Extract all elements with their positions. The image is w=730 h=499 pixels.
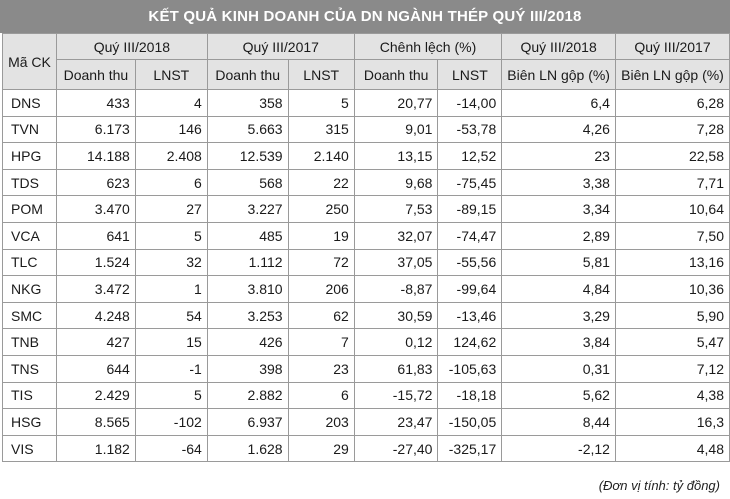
table-cell: 398: [207, 355, 288, 382]
table-cell: 6.937: [207, 409, 288, 436]
table-cell: 19: [288, 222, 354, 249]
table-cell: 6.173: [56, 116, 135, 143]
table-row: [3, 435, 730, 462]
table-cell: 4,84: [502, 276, 616, 303]
subheader-gross-margin-2017: Biên LN gộp (%): [615, 60, 729, 90]
table-cell: 3.810: [207, 276, 288, 303]
stock-code-cell: NKG: [3, 276, 57, 303]
table-row: [3, 116, 730, 143]
table-cell: 2.882: [207, 382, 288, 409]
table-cell: 5: [135, 222, 207, 249]
subheader-profit-2017: LNST: [288, 60, 354, 90]
table-cell: 6,4: [502, 90, 616, 117]
table-row: [3, 355, 730, 382]
table-cell: -89,15: [438, 196, 502, 223]
table-cell: 4,38: [615, 382, 729, 409]
table-cell: 1.112: [207, 249, 288, 276]
header-margin-2018: Quý III/2018: [502, 34, 616, 60]
table-cell: 22,58: [615, 143, 729, 170]
stock-code-cell: POM: [3, 196, 57, 223]
header-change: Chênh lệch (%): [354, 34, 501, 60]
header-q3-2017: Quý III/2017: [207, 34, 354, 60]
stock-code-cell: VCA: [3, 222, 57, 249]
table-cell: 32,07: [354, 222, 438, 249]
table-cell: 3,38: [502, 169, 616, 196]
subheader-revenue-change: Doanh thu: [354, 60, 438, 90]
table-cell: 4,48: [615, 435, 729, 462]
table-cell: -325,17: [438, 435, 502, 462]
table-row: [3, 169, 730, 196]
stock-code-cell: DNS: [3, 90, 57, 117]
table-cell: 7,71: [615, 169, 729, 196]
table-cell: 30,59: [354, 302, 438, 329]
table-cell: 13,16: [615, 249, 729, 276]
table-cell: 5: [135, 382, 207, 409]
subheader-profit-change: LNST: [438, 60, 502, 90]
stock-code-cell: VIS: [3, 435, 57, 462]
stock-code-cell: HSG: [3, 409, 57, 436]
table-cell: 146: [135, 116, 207, 143]
table-cell: 7,28: [615, 116, 729, 143]
table-cell: 72: [288, 249, 354, 276]
table-cell: 124,62: [438, 329, 502, 356]
table-cell: -150,05: [438, 409, 502, 436]
table-cell: 358: [207, 90, 288, 117]
table-row: [3, 276, 730, 303]
table-cell: 250: [288, 196, 354, 223]
table-cell: 3,34: [502, 196, 616, 223]
table-cell: 203: [288, 409, 354, 436]
table-row: [3, 196, 730, 223]
table-cell: 23: [288, 355, 354, 382]
header-code: Mã CK: [3, 34, 57, 90]
table-cell: 23,47: [354, 409, 438, 436]
table-cell: -15,72: [354, 382, 438, 409]
subheader-profit-2018: LNST: [135, 60, 207, 90]
table-cell: 23: [502, 143, 616, 170]
table-cell: 1.524: [56, 249, 135, 276]
table-cell: 206: [288, 276, 354, 303]
table-cell: 1.628: [207, 435, 288, 462]
subheader-revenue-2018: Doanh thu: [56, 60, 135, 90]
table-cell: -14,00: [438, 90, 502, 117]
table-cell: 10,36: [615, 276, 729, 303]
stock-code-cell: HPG: [3, 143, 57, 170]
table-cell: 3.472: [56, 276, 135, 303]
table-cell: -1: [135, 355, 207, 382]
stock-code-cell: SMC: [3, 302, 57, 329]
unit-note: (Đơn vị tính: tỷ đồng): [598, 478, 720, 493]
table-row: [3, 382, 730, 409]
table-cell: 1.182: [56, 435, 135, 462]
table-cell: 27: [135, 196, 207, 223]
header-q3-2018: Quý III/2018: [56, 34, 207, 60]
table-cell: 37,05: [354, 249, 438, 276]
table-cell: 5,81: [502, 249, 616, 276]
table-row: [3, 90, 730, 117]
table-cell: 5,62: [502, 382, 616, 409]
table-title: KẾT QUẢ KINH DOANH CỦA DN NGÀNH THÉP QUÝ III/2018: [0, 0, 730, 33]
table-cell: -18,18: [438, 382, 502, 409]
table-cell: 7: [288, 329, 354, 356]
results-table: [2, 33, 730, 462]
table-cell: 13,15: [354, 143, 438, 170]
stock-code-cell: TDS: [3, 169, 57, 196]
table-cell: -27,40: [354, 435, 438, 462]
table-row: [3, 302, 730, 329]
table-cell: 7,53: [354, 196, 438, 223]
table-cell: 4: [135, 90, 207, 117]
stock-code-cell: TVN: [3, 116, 57, 143]
stock-code-cell: TIS: [3, 382, 57, 409]
table-cell: 2.429: [56, 382, 135, 409]
table-row: [3, 222, 730, 249]
table-cell: -55,56: [438, 249, 502, 276]
table-cell: 8.565: [56, 409, 135, 436]
table-row: [3, 249, 730, 276]
subheader-revenue-2017: Doanh thu: [207, 60, 288, 90]
table-cell: 9,68: [354, 169, 438, 196]
table-cell: -99,64: [438, 276, 502, 303]
table-cell: 5,90: [615, 302, 729, 329]
table-cell: 433: [56, 90, 135, 117]
table-cell: -64: [135, 435, 207, 462]
table-cell: 427: [56, 329, 135, 356]
table-cell: 426: [207, 329, 288, 356]
table-cell: 5: [288, 90, 354, 117]
stock-code-cell: TLC: [3, 249, 57, 276]
table-cell: 485: [207, 222, 288, 249]
table-cell: 0,12: [354, 329, 438, 356]
table-row: [3, 409, 730, 436]
stock-code-cell: TNB: [3, 329, 57, 356]
table-cell: 4.248: [56, 302, 135, 329]
table-cell: -8,87: [354, 276, 438, 303]
table-cell: 3.227: [207, 196, 288, 223]
table-cell: 6: [288, 382, 354, 409]
table-cell: 3.470: [56, 196, 135, 223]
table-cell: 0,31: [502, 355, 616, 382]
table-cell: 22: [288, 169, 354, 196]
table-cell: 1: [135, 276, 207, 303]
table-cell: 3.253: [207, 302, 288, 329]
stock-code-cell: TNS: [3, 355, 57, 382]
table-cell: -13,46: [438, 302, 502, 329]
table-row: [3, 143, 730, 170]
table-cell: -75,45: [438, 169, 502, 196]
table-cell: 5.663: [207, 116, 288, 143]
table-cell: 12,52: [438, 143, 502, 170]
table-cell: 62: [288, 302, 354, 329]
table-cell: 6: [135, 169, 207, 196]
table-cell: 7,50: [615, 222, 729, 249]
table-cell: 3,29: [502, 302, 616, 329]
table-cell: 16,3: [615, 409, 729, 436]
table-cell: 7,12: [615, 355, 729, 382]
table-body: [3, 90, 730, 462]
table-cell: 9,01: [354, 116, 438, 143]
table-cell: 2.408: [135, 143, 207, 170]
table-cell: 12.539: [207, 143, 288, 170]
table-cell: 315: [288, 116, 354, 143]
subheader-gross-margin-2018: Biên LN gộp (%): [502, 60, 616, 90]
table-cell: 4,26: [502, 116, 616, 143]
table-cell: 14.188: [56, 143, 135, 170]
table-cell: 8,44: [502, 409, 616, 436]
header-margin-2017: Quý III/2017: [615, 34, 729, 60]
table-cell: 644: [56, 355, 135, 382]
table-cell: -2,12: [502, 435, 616, 462]
table-cell: 6,28: [615, 90, 729, 117]
table-cell: 641: [56, 222, 135, 249]
table-cell: 15: [135, 329, 207, 356]
table-cell: 623: [56, 169, 135, 196]
table-cell: -53,78: [438, 116, 502, 143]
table-cell: 54: [135, 302, 207, 329]
table-cell: 5,47: [615, 329, 729, 356]
table-cell: 32: [135, 249, 207, 276]
table-cell: -102: [135, 409, 207, 436]
table-cell: 3,84: [502, 329, 616, 356]
table-cell: 2.140: [288, 143, 354, 170]
table-cell: 568: [207, 169, 288, 196]
table-cell: 20,77: [354, 90, 438, 117]
table-row: [3, 329, 730, 356]
table-cell: 29: [288, 435, 354, 462]
table-cell: 61,83: [354, 355, 438, 382]
table-cell: 2,89: [502, 222, 616, 249]
table-cell: 10,64: [615, 196, 729, 223]
table-cell: -105,63: [438, 355, 502, 382]
table-cell: -74,47: [438, 222, 502, 249]
